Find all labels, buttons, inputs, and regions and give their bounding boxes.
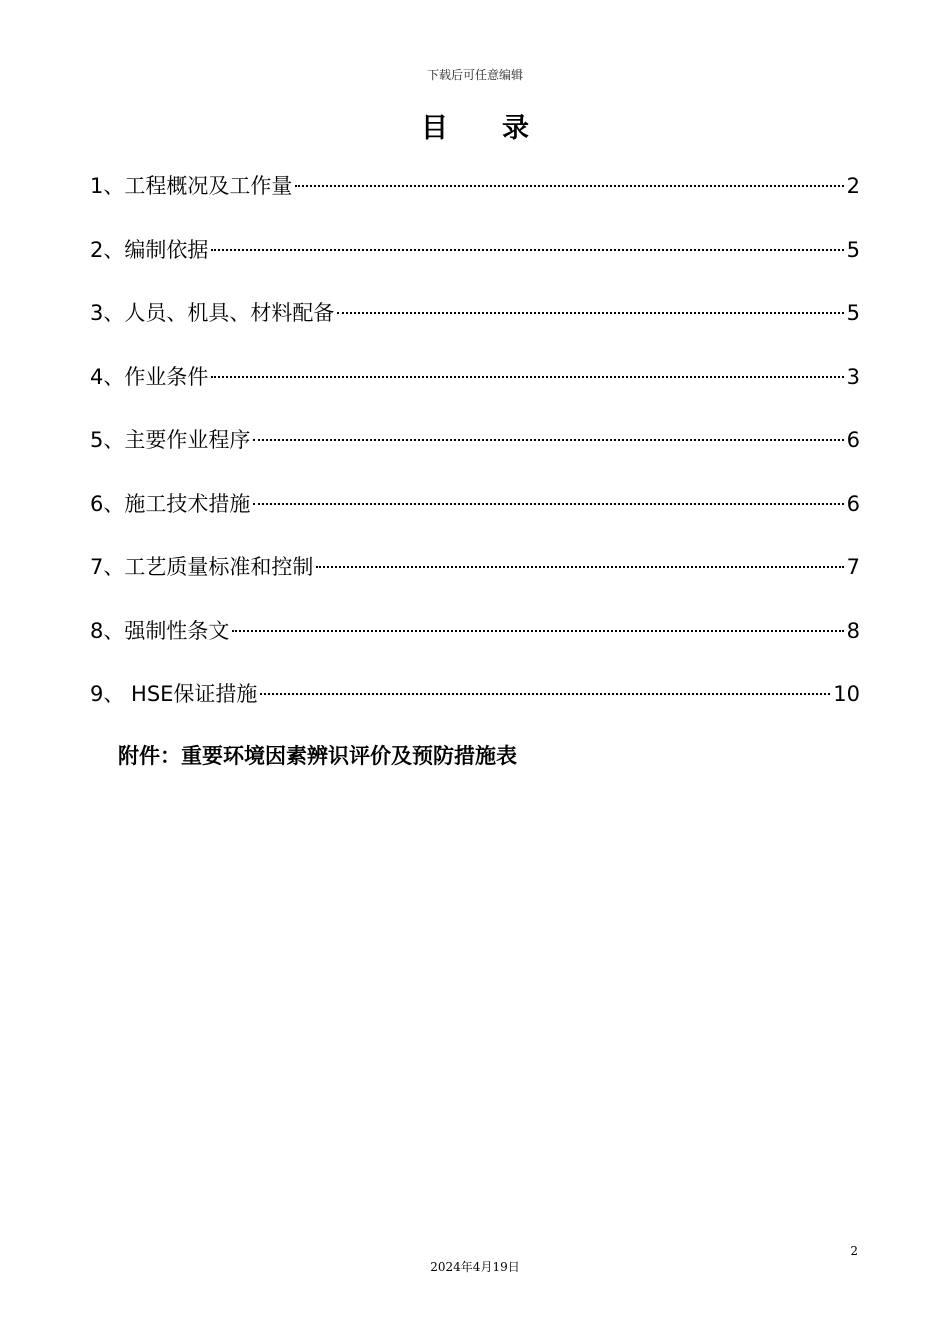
toc-entry-page: 5: [846, 237, 860, 262]
page-number: 2: [850, 1244, 858, 1258]
toc-entry-page: 10: [833, 682, 860, 706]
toc-entry-label: 2、编制依据: [90, 237, 209, 262]
toc-entry-label: 5、主要作业程序: [90, 428, 251, 452]
toc-entry-6[interactable]: [90, 488, 860, 552]
toc-dot-leader: [232, 630, 843, 632]
toc-entry-label: 9、 HSE保证措施: [90, 682, 258, 706]
toc-entry-page: 6: [846, 428, 860, 452]
toc-entry-page: 8: [846, 618, 860, 643]
toc-dot-leader: [316, 566, 843, 568]
toc-entry-1[interactable]: [90, 170, 860, 234]
toc-entry-8[interactable]: [90, 615, 860, 679]
toc-entry-label: 1、工程概况及工作量: [90, 174, 293, 198]
toc-entry-5[interactable]: [90, 424, 860, 488]
toc-entry-page: 6: [846, 491, 860, 516]
toc-dot-leader: [253, 503, 843, 505]
toc-dot-leader: [260, 693, 830, 695]
toc-entry-2[interactable]: [90, 234, 860, 298]
toc-entry-label: 6、施工技术措施: [90, 491, 251, 516]
toc-entry-page: 5: [846, 301, 860, 325]
toc-list: [90, 170, 860, 742]
toc-title: 目录: [421, 113, 583, 144]
toc-dot-leader: [211, 249, 843, 251]
toc-entry-page: 2: [846, 174, 860, 198]
toc-entry-page: 3: [846, 364, 860, 389]
toc-entry-label: 3、人员、机具、材料配备: [90, 301, 335, 325]
toc-dot-leader: [295, 185, 843, 187]
toc-entry-label: 8、强制性条文: [90, 618, 230, 643]
toc-entry-label: 4、作业条件: [90, 364, 209, 389]
toc-entry-4[interactable]: [90, 361, 860, 425]
toc-entry-label: 7、工艺质量标准和控制: [90, 555, 314, 579]
toc-entry-9[interactable]: [90, 678, 860, 742]
toc-dot-leader: [337, 312, 843, 314]
appendix-note: 附件：重要环境因素辨识评价及预防措施表: [118, 744, 517, 768]
toc-dot-leader: [253, 439, 843, 441]
toc-entry-3[interactable]: [90, 297, 860, 361]
toc-entry-7[interactable]: [90, 551, 860, 615]
toc-dot-leader: [211, 376, 843, 378]
footer-date: 2024年4月19日: [430, 1260, 520, 1274]
toc-entry-page: 7: [846, 555, 860, 579]
header-note: 下载后可任意编辑: [426, 68, 523, 82]
